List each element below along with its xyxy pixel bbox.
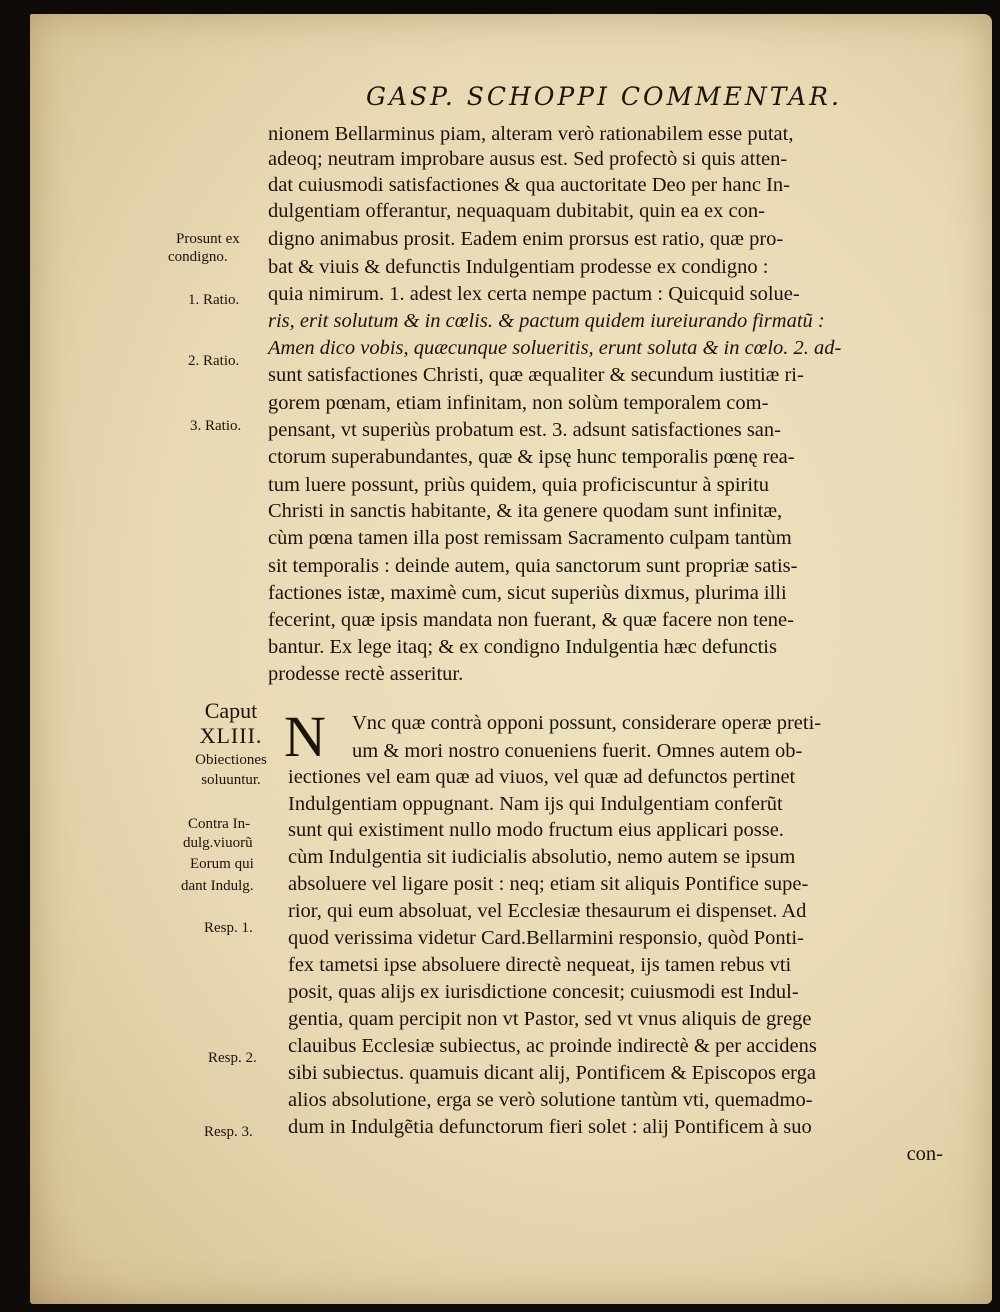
text-line: Indulgentiam oppugnant. Nam ijs qui Indulgentiam conferũt [288,793,783,815]
text-line: posit, quas alijs ex iurisdictione concesit; cuiusmodi est Indul- [288,981,799,1003]
margin-note-ratio-2: 2. Ratio. [188,353,240,369]
text-line: sunt satisfactiones Christi, quæ æqualiter & secundum iustitiæ ri- [268,364,804,386]
text-line: Amen dico vobis, quæcunque solueritis, erunt soluta & in cœlo. 2. ad- [268,337,842,359]
margin-note-contra-2: dulg.viuorũ [183,835,253,851]
text-line: dulgentiam offerantur, nequaquam dubitabit, quin ea ex con- [268,200,765,222]
text-line: tum luere possunt, priùs quidem, quia proficiscuntur à spiritu [268,474,770,496]
text-line: adeoq; neutram improbare ausus est. Sed profectò si quis atten- [268,148,788,170]
text-line: Christi in sanctis habitante, & ita genere quodam sunt infinitæ, [268,500,783,522]
running-head: GASP. SCHOPPI COMMENTAR. [366,82,842,111]
text-line: ctorum superabundantes, quæ & ipsę hunc temporalis pœnę rea- [268,446,795,468]
chapter-subtitle-1: Obiectiones [195,752,267,768]
drop-cap: N [284,704,326,769]
margin-note-resp-1: Resp. 1. [204,920,253,936]
margin-note-ratio-1: 1. Ratio. [188,292,240,308]
text-line: dat cuiusmodi satisfactiones & qua auctoritate Deo per hanc In- [268,174,790,196]
chapter-number: XLIII. [199,723,263,748]
margin-note-resp-2: Resp. 2. [208,1050,257,1066]
text-line: rior, qui eum absoluat, vel Ecclesiæ thesaurum ei dispenset. Ad [288,900,807,922]
text-line: fex tametsi ipse absoluere directè nequeat, ijs tamen rebus vti [288,954,792,976]
text-line: Vnc quæ contrà opponi possunt, considerare operæ preti- [352,712,822,734]
text-line: clauibus Ecclesiæ subiectus, ac proinde indirectè & per accidens [288,1035,817,1057]
chapter-subtitle-2: soluuntur. [201,772,261,788]
text-line: bantur. Ex lege itaq; & ex condigno Indulgentia hæc defunctis [268,636,777,658]
text-line: nionem Bellarminus piam, alteram verò rationabilem esse putat, [268,123,794,145]
margin-note-contra-4: dant Indulg. [181,878,254,894]
margin-note-ratio-3: 3. Ratio. [190,418,242,434]
text-line: sit temporalis : deinde autem, quia sanctorum sunt propriæ satis- [268,555,798,577]
catchword: con- [906,1143,943,1165]
text-line: dum in Indulgẽtia defunctorum fieri solet : alij Pontificem à suo [288,1116,812,1138]
text-line: digno animabus prosit. Eadem enim prorsus est ratio, quæ pro- [268,228,784,250]
text-line: um & mori nostro conueniens fuerit. Omnes autem ob- [352,740,803,762]
text-line: alios absolutione, erga se verò solutione tantùm vti, quemadmo- [288,1089,813,1111]
text-line: quia nimirum. 1. adest lex certa nempe pactum : Quicquid solue- [268,283,800,305]
chapter-word: Caput [204,698,258,723]
text-line: pensant, vt superiùs probatum est. 3. adsunt satisfactiones san- [268,419,781,441]
text-line: bat & viuis & defunctis Indulgentiam prodesse ex condigno : [268,256,769,278]
margin-note-condigno: condigno. [168,249,228,265]
text-line: gentia, quam percipit non vt Pastor, sed vt vnus aliquis de grege [288,1008,812,1030]
margin-note-resp-3: Resp. 3. [204,1124,253,1140]
text-line: gorem pœnam, etiam infinitam, non solùm temporalem com- [268,392,769,414]
margin-note-prosunt: Prosunt ex [176,231,240,247]
text-line: fecerint, quæ ipsis mandata non fuerant, & quæ facere non tene- [268,609,794,631]
margin-note-contra-1: Contra In- [188,816,251,832]
text-line: factiones istæ, maximè cum, sicut superiùs dixmus, plurima illi [268,582,787,604]
text-line: sunt qui existiment nullo modo fructum eius applicari posse. [288,819,784,841]
text-line: prodesse rectè asseritur. [268,663,464,685]
margin-note-contra-3: Eorum qui [190,856,254,872]
text-line: sibi subiectus. quamuis dicant alij, Pontificem & Episcopos erga [288,1062,816,1084]
text-line: cùm Indulgentia sit iudicialis absolutio, nemo autem se ipsum [288,846,796,868]
text-line: ris, erit solutum & in cœlis. & pactum quidem iureiurando firmatũ : [268,310,825,332]
text-line: iectiones vel eam quæ ad viuos, vel quæ ad defunctos pertinet [288,766,796,788]
text-line: absoluere vel ligare posit : neq; etiam sit aliquis Pontifice supe- [288,873,809,895]
text-line: cùm pœna tamen illa post remissam Sacramento culpam tantùm [268,527,792,549]
text-line: quod verissima videtur Card.Bellarmini responsio, quòd Ponti- [288,927,804,949]
